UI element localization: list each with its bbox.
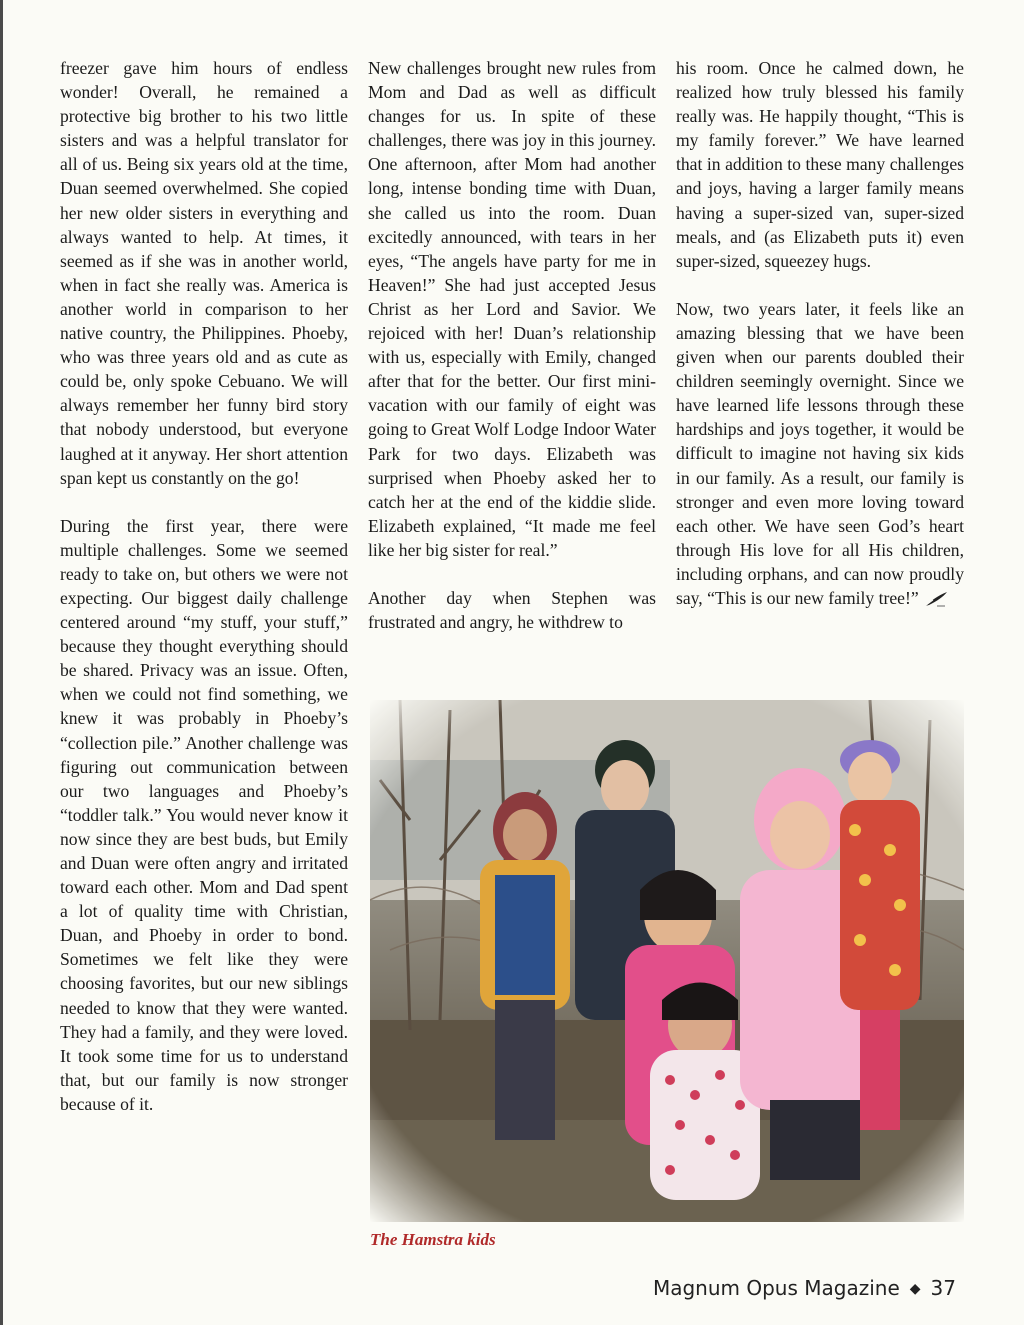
family-photo	[370, 700, 964, 1222]
paragraph-text: Now, two years later, it feels like an amazing blessing that we have been given when our parents doubled their children seemingly overnight. Since we have learned life lessons through these hardships and joys together, it would be difficult to imagine not having six kids in our family. As a result, our family is stronger and even more loving toward each other. We have seen God’s heart through His love for all His children, including orphans, and can now proudly say, “This is our new family tree!”	[676, 298, 964, 608]
paragraph: Another day when Stephen was frustrated and angry, he withdrew to	[368, 587, 656, 633]
photo-caption: The Hamstra kids	[370, 1230, 496, 1249]
page-number: 37	[930, 1276, 956, 1300]
paragraph	[676, 297, 964, 610]
magazine-title: Magnum Opus Magazine	[652, 1276, 900, 1300]
quill-pen-icon	[923, 591, 949, 607]
paragraph-text: his room. Once he calmed down, he realized how truly blessed his family really was. He happily thought, “This is my family forever.” We have learned that in addition to these many challenges and joys, having a larger family means having a super-sized van, super-sized meals, and (as Elizabeth puts it) even super-sized, squeezey hugs.	[676, 58, 964, 271]
article-column-1	[60, 56, 348, 1116]
article-column-3	[676, 56, 964, 610]
article-column-2	[368, 56, 656, 634]
separator-diamond: ◆	[909, 1281, 921, 1297]
paragraph	[676, 56, 964, 273]
paragraph: freezer gave him hours of endless wonder! Overall, he remained a protective big brother to his two little sisters and was a helpful translator for all of us. Being six years old at the time, Duan seemed overwhelmed. She copied her new older sisters in everything and always wanted to help. At times, it seemed as if she was in another world, when in fact she really was. America is another world in comparison to her native country, the Philippines. Phoeby, who was three years old and as cute as could be, only spoke Cebuano. We will always remember her funny bird story that nobody understood, but everyone laughed at it anyway. Her short attention span kept us constantly on the go!	[60, 58, 348, 488]
page-edge	[0, 0, 3, 1325]
paragraph: New challenges brought new rules from Mom and Dad as well as difficult changes for us. In spite of these challenges, there was joy in this journey. One afternoon, after Mom had another long, intense bonding time with Duan, she called us into the room. Duan excitedly announced, with tears in her eyes, “The angels have party for me in Heaven!” She had just accepted Jesus Christ as her Lord and Savior. We rejoiced with her! Duan’s relationship with us, especially with Emily, changed after that for the better. Our first mini-vacation with our family of eight was going to Great Wolf Lodge Indoor Water Park for two days. Elizabeth was surprised when Phoeby asked her to catch her at the end of the kiddie slide. Elizabeth explained, “It made me feel like her big sister for real.”	[368, 58, 656, 560]
page-footer	[653, 1276, 956, 1300]
paragraph: During the first year, there were multiple challenges. Some we seemed ready to take on, but others we were not expecting. Our biggest daily challenge centered around “my stuff, your stuff,” because they thought everything should be shared. Privacy was an issue. Often, when we could not find something, we knew it was probably in Phoeby’s “collection pile.” Another challenge was figuring out communication between our two languages and Phoeby’s “toddler talk.” You would never know it now since they are best buds, but Emily and Duan were often angry and irritated toward each other. Mom and Dad spent a lot of quality time with Christian, Duan, and Phoeby in order to bond. Sometimes we felt like they were choosing favorites, but our new siblings needed to know that they were wanted. They had a family, and they were loved. It took some time for us to understand that, but our family is now stronger because of it.	[60, 515, 348, 1114]
